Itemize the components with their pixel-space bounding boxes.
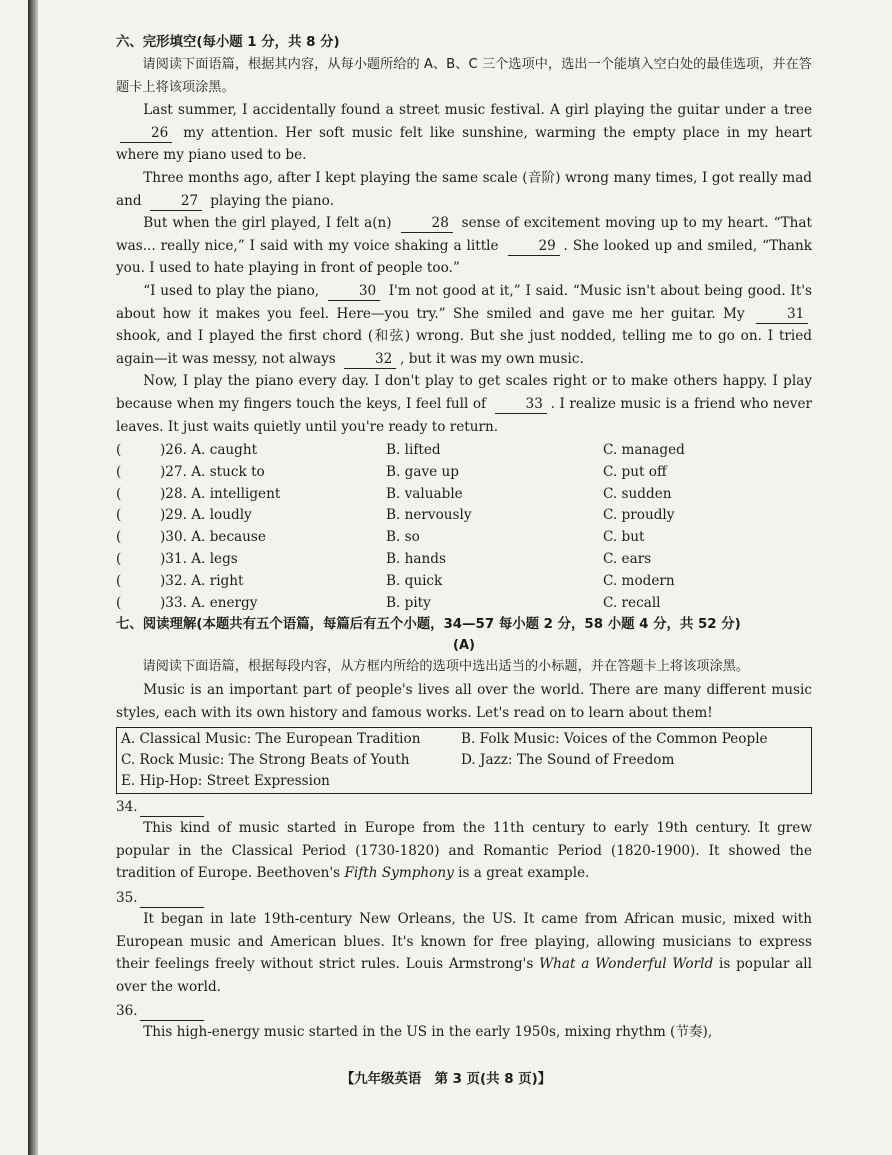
passage-text: shook, and I played the first chord (和弦) wrong. But she just nodded, telling me to go on. I tried again—it was messy, not always xyxy=(116,328,812,367)
option-b: B. nervously xyxy=(386,507,472,524)
option-row-29 xyxy=(116,505,812,527)
blank-30: 30 xyxy=(328,283,380,301)
section-7-instruction: 请阅读下面语篇，根据每段内容，从方框内所给的选项中选出适当的小标题，并在答题卡上将该项涂黑。 xyxy=(142,659,750,675)
option-a: )30. A. because xyxy=(160,529,266,546)
answer-line xyxy=(140,893,204,908)
passage-text: . I realize music is a friend who never leaves. It just waits quietly until you're ready to return. xyxy=(116,395,812,435)
answer-paren: ( xyxy=(116,594,122,611)
blank-26: 26 xyxy=(120,125,172,143)
heading-options-box xyxy=(116,727,812,794)
answer-paren: ( xyxy=(116,507,122,524)
heading-option-d: D. Jazz: The Sound of Freedom xyxy=(461,752,675,769)
question-number: 35. xyxy=(116,890,138,907)
heading-option-a: A. Classical Music: The European Tradition xyxy=(121,731,421,748)
option-c: C. proudly xyxy=(603,507,675,524)
option-c: C. modern xyxy=(603,572,675,589)
option-c: C. recall xyxy=(603,594,661,611)
option-a: )31. A. legs xyxy=(160,551,238,568)
answer-paren: ( xyxy=(116,485,122,502)
passage-text: “I used to play the piano, xyxy=(143,282,320,299)
option-row-27 xyxy=(116,462,812,484)
option-a: )32. A. right xyxy=(160,572,244,589)
option-c: C. but xyxy=(603,529,645,546)
option-a: )33. A. energy xyxy=(160,594,258,611)
section-7-title: 七、阅读理解(本题共有五个语篇，每篇后有五个小题，34—57 每小题 2 分，58 小题 4 分，共 52 分) xyxy=(116,617,741,633)
answer-paren: ( xyxy=(116,463,122,480)
page-content xyxy=(116,32,812,1044)
option-b: B. hands xyxy=(386,551,446,568)
option-c: C. ears xyxy=(603,551,652,568)
option-b: B. gave up xyxy=(386,463,459,480)
part-a-label: (A) xyxy=(453,638,475,654)
heading-option-b: B. Folk Music: Voices of the Common People xyxy=(461,731,768,748)
cloze-paragraph xyxy=(116,212,812,280)
passage-text: sense of excitement moving up to my heart. “That was... really nice,” I said with my voice shaking a little xyxy=(116,215,812,254)
paragraph-text: It began in late 19th-century New Orleans, the US. It came from African music, mixed with European music and American blues. It's known for free playing, allowing musicians to express their feelings freely without strict rules. Louis Armstrong's xyxy=(116,911,812,973)
option-c: C. managed xyxy=(603,442,685,459)
option-b: B. valuable xyxy=(386,485,463,502)
answer-paren: ( xyxy=(116,551,122,568)
option-a: )26. A. caught xyxy=(160,442,258,459)
question-35-paragraph xyxy=(116,908,812,998)
passage-text: playing the piano. xyxy=(210,192,334,209)
work-title: Fifth Symphony xyxy=(344,865,454,882)
option-a: )27. A. stuck to xyxy=(160,463,265,480)
blank-28: 28 xyxy=(401,215,453,233)
cloze-paragraph xyxy=(116,370,812,438)
section-6-instruction: 请阅读下面语篇，根据其内容，从每小题所给的 A、B、C 三个选项中，选出一个能填入空白处的最佳选项，并在答题卡上将该项涂黑。 xyxy=(116,57,812,95)
cloze-paragraph xyxy=(116,99,812,167)
box-row xyxy=(121,750,807,771)
work-title: What a Wonderful World xyxy=(539,956,714,973)
question-35-number xyxy=(116,888,812,908)
binding-edge xyxy=(28,0,38,1155)
page-footer: 【九年级英语 第 3 页(共 8 页)】 xyxy=(340,1072,552,1087)
option-b: B. lifted xyxy=(386,442,441,459)
cloze-options xyxy=(116,440,812,614)
question-36-paragraph: This high-energy music started in the US in the early 1950s, mixing rhythm (节奏), xyxy=(143,1024,713,1041)
answer-paren: ( xyxy=(116,572,122,589)
cloze-passage xyxy=(116,99,812,438)
passage-text: Last summer, I accidentally found a street music festival. A girl playing the guitar under a tree xyxy=(143,102,812,119)
paragraph-text: is popular all over the world. xyxy=(116,956,813,995)
question-number: 36. xyxy=(116,1003,138,1020)
blank-27: 27 xyxy=(150,193,202,211)
option-a: )29. A. loudly xyxy=(160,507,252,524)
answer-line xyxy=(140,1006,204,1021)
question-number: 34. xyxy=(116,799,138,816)
option-row-33 xyxy=(116,593,812,615)
question-36-number xyxy=(116,1001,812,1021)
option-row-31 xyxy=(116,549,812,571)
answer-paren: ( xyxy=(116,529,122,546)
heading-option-c: C. Rock Music: The Strong Beats of Youth xyxy=(121,752,410,769)
passage-text: Three months ago, after I kept playing the same scale (音阶) wrong many times, I got really mad and xyxy=(116,169,812,209)
blank-31: 31 xyxy=(756,306,808,324)
option-row-30 xyxy=(116,527,812,549)
box-row xyxy=(121,771,807,792)
passage-text: Now, I play the piano every day. I don't play to get scales right or to make others happy. I play because when my fingers touch the keys, I feel full of xyxy=(116,373,812,412)
passage-text: my attention. Her soft music felt like sunshine, warming the empty place in my heart where my piano used to be. xyxy=(116,124,812,164)
passage-text: , but it was my own music. xyxy=(400,350,584,367)
blank-32: 32 xyxy=(344,351,396,369)
passage-text: I'm not good at it,” I said. “Music isn't about being good. It's about how it makes you feel. Here—you try.” She smiled and gave me her guitar. My xyxy=(116,282,813,322)
paragraph-text: is a great example. xyxy=(458,865,590,882)
answer-line xyxy=(140,802,204,817)
box-row xyxy=(121,729,807,750)
question-34-number xyxy=(116,797,812,817)
blank-29: 29 xyxy=(508,238,560,256)
passage-text: . She looked up and smiled, “Thank you. I used to hate playing in front of people too.” xyxy=(116,237,812,277)
answer-paren: ( xyxy=(116,442,122,459)
option-b: B. pity xyxy=(386,594,431,611)
option-c: C. sudden xyxy=(603,485,672,502)
reading-intro: Music is an important part of people's lives all over the world. There are many different music styles, each with its own history and famous works. Let's read on to learn about them! xyxy=(116,682,812,721)
option-row-26 xyxy=(116,440,812,462)
option-a: )28. A. intelligent xyxy=(160,485,281,502)
paragraph-text: This kind of music started in Europe from the 11th century to early 19th century. It grew popular in the Classical Period (1730-1820) and Romantic Period (1820-1900). It showed the tradition of Europe. Beethoven's xyxy=(116,820,812,882)
section-6-title: 六、完形填空(每小题 1 分，共 8 分) xyxy=(116,35,340,50)
option-row-32 xyxy=(116,571,812,593)
blank-33: 33 xyxy=(495,396,547,414)
option-c: C. put off xyxy=(603,463,667,480)
heading-option-e: E. Hip-Hop: Street Expression xyxy=(121,773,330,790)
option-b: B. quick xyxy=(386,572,443,589)
question-34-paragraph xyxy=(116,817,812,885)
cloze-paragraph xyxy=(116,280,812,370)
passage-text: But when the girl played, I felt a(n) xyxy=(143,215,392,232)
cloze-paragraph xyxy=(116,167,812,212)
option-row-28 xyxy=(116,484,812,506)
option-b: B. so xyxy=(386,529,420,546)
